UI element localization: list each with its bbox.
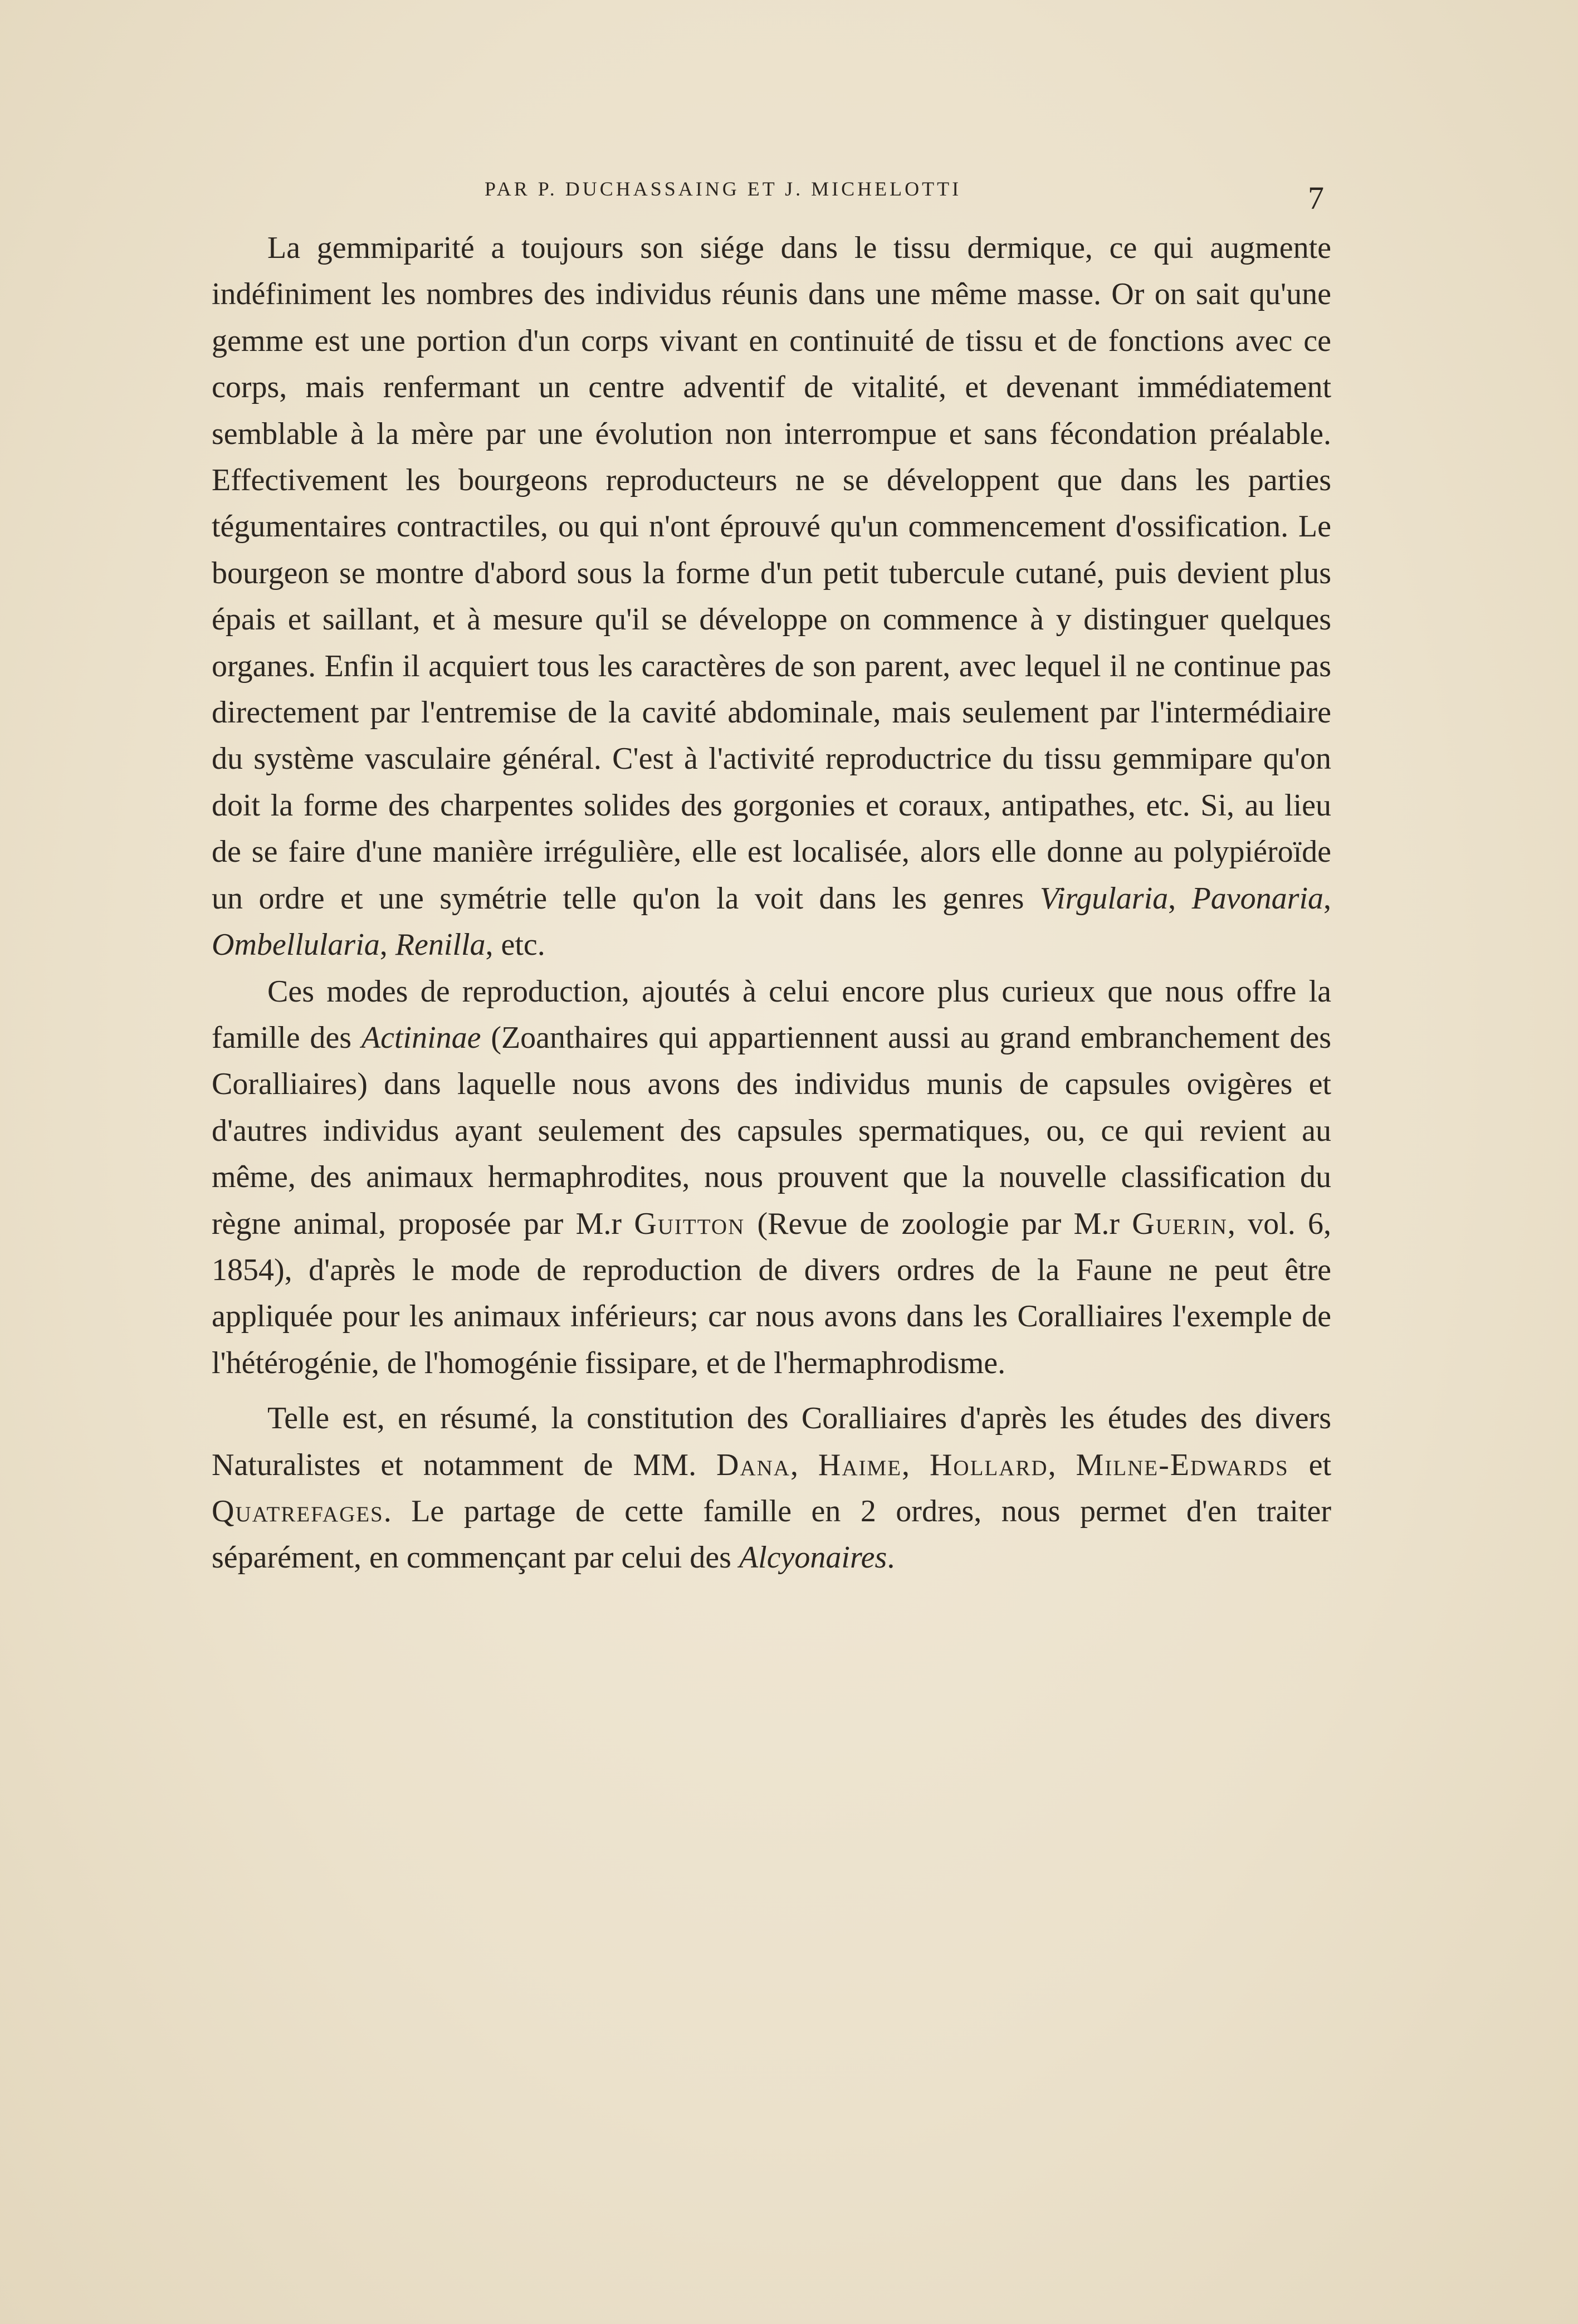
author-name: Guerin bbox=[1132, 1206, 1228, 1241]
paragraph-resume bbox=[212, 1395, 1331, 1581]
paragraph-tail: , etc. bbox=[485, 927, 545, 963]
paragraph-text: . Le partage de cette famille en 2 ordres, nous permet d'en traiter séparément, en commençant par celui des bbox=[212, 1493, 1331, 1575]
family-name: Actininae bbox=[361, 1020, 481, 1055]
separator: , bbox=[1168, 881, 1192, 916]
separator: , bbox=[1323, 881, 1332, 916]
paragraph-reproduction bbox=[212, 969, 1331, 1387]
paragraph-end: . bbox=[887, 1540, 895, 1575]
genus-name: Renilla bbox=[395, 927, 486, 963]
separator: , bbox=[379, 927, 395, 963]
genus-name: Pavonaria bbox=[1191, 881, 1324, 916]
naturalist-name: Haime bbox=[818, 1447, 902, 1482]
genus-name: Virgularia bbox=[1039, 881, 1169, 916]
paragraph-text: (Revue de zoologie par M.r bbox=[757, 1206, 1120, 1241]
genus-name: Ombellularia bbox=[212, 927, 380, 963]
body-text bbox=[212, 225, 1331, 1581]
page-number: 7 bbox=[1308, 180, 1324, 216]
naturalist-name: Quatrefages bbox=[212, 1493, 384, 1529]
paragraph-text: et bbox=[1308, 1447, 1332, 1482]
naturalist-name: Milne-Edwards bbox=[1076, 1447, 1289, 1482]
separator: , bbox=[902, 1447, 930, 1482]
separator: , bbox=[1048, 1447, 1076, 1482]
naturalist-name: Dana bbox=[716, 1447, 790, 1482]
order-name: Alcyonaires bbox=[739, 1540, 887, 1575]
separator: , bbox=[790, 1447, 818, 1482]
paragraph-text: Telle est, en résumé, la constitution des Coralliaires d'après les études des divers Naturalistes et notamment de MM. bbox=[212, 1401, 1331, 1482]
running-header: PAR P. DUCHASSAING ET J. MICHELOTTI bbox=[485, 178, 962, 200]
paragraph-text: , vol. 6, 1854), d'après le mode de reproduction de divers ordres de la Faune ne peut être appliquée pour les animaux inférieurs; car nous avons dans les Coralliaires l'exemple de l'hétérogénie, de l'homogénie fissipare, et de l'hermaphrodisme. bbox=[212, 1206, 1332, 1380]
paragraph-text: La gemmiparité a toujours son siége dans le tissu dermique, ce qui augmente indéfiniment les nombres des individus réunis dans une même masse. Or on sait qu'une gemme est une portion d'un corps vivant en continuité de tissu et de fonctions avec ce corps, mais renfermant un centre adventif de vitalité, et devenant immédiatement semblable à la mère par une évolution non interrompue et sans fécondation préalable. Effectivement les bourgeons reproducteurs ne se développent que dans les parties tégumentaires contractiles, ou qui n'ont éprouvé qu'un commencement d'ossification. Le bourgeon se montre d'abord sous la forme d'un petit tubercule cutané, puis devient plus épais et saillant, et à mesure qu'il se développe on commence à y distinguer quelques organes. Enfin il acquiert tous les caractères de son parent, avec lequel il ne continue pas directement par l'entremise de la cavité abdominale, mais seulement par l'intermédiaire du système vasculaire général. C'est à l'activité reproductrice du tissu gemmipare qu'on doit la forme des charpentes solides des gorgonies et coraux, antipathes, etc. Si, au lieu de se faire d'une manière irrégulière, elle est localisée, alors elle donne au polypiéroïde un ordre et une symétrie telle qu'on la voit dans les genres bbox=[212, 231, 1331, 916]
author-name: Guitton bbox=[634, 1206, 745, 1241]
paragraph-text: Ces modes de reproduction, ajoutés à celui encore plus curieux que nous offre la famille des bbox=[212, 974, 1331, 1055]
paragraph-text: (Zoanthaires qui appartiennent aussi au grand embranchement des Coralliaires) dans laquelle nous avons des individus munis de capsules ovigères et d'autres individus ayant seulement des capsules spermatiques, ou, ce qui revient au même, des animaux hermaphrodites, nous prouvent que la nouvelle classification du règne animal, proposée par M.r bbox=[212, 1020, 1331, 1241]
naturalist-name: Hollard bbox=[929, 1447, 1048, 1482]
paragraph-gemmiparite bbox=[212, 225, 1331, 969]
